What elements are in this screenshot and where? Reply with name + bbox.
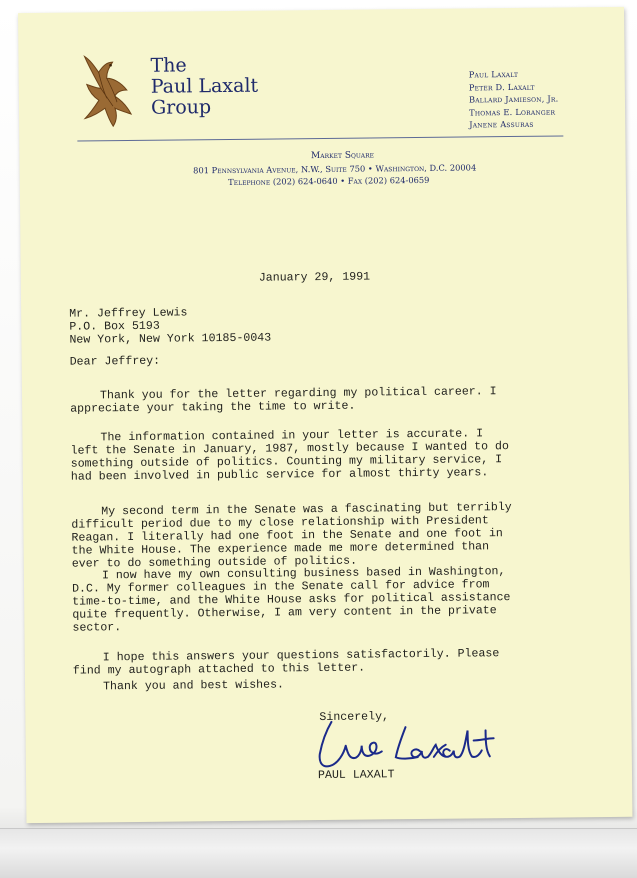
paragraph-line: quite frequently. Otherwise, I am very content in the private	[72, 603, 497, 622]
paragraph-line: something outside of politics. Counting my military service, I	[70, 452, 503, 471]
plastic-sleeve-edge	[0, 828, 637, 878]
paragraph-line: time-to-time, and the White House asks for political assistance	[72, 590, 511, 609]
paragraph	[70, 385, 580, 416]
paragraph	[70, 427, 581, 484]
recipient-line: Mr. Jeffrey Lewis	[69, 306, 188, 321]
paragraph-line: The information contained in your letter is accurate. I	[100, 427, 484, 445]
paragraph-line: My second term in the Senate was a fascinating but terribly	[101, 501, 512, 519]
address-line: Telephone (202) 624-0640 • Fax (202) 624-0659	[228, 175, 430, 188]
letter-page	[18, 7, 632, 823]
company-address	[19, 147, 625, 191]
paragraph-line: difficult period due to my close relationship with President	[71, 514, 489, 532]
paragraph-line: had been involved in public service for almost thirty years.	[70, 465, 489, 484]
company-name-line: Group	[150, 96, 212, 119]
header-divider	[77, 135, 563, 141]
paragraph	[71, 501, 582, 571]
letter-date: January 29, 1991	[258, 270, 371, 285]
paragraph-line: I now have my own consulting business based in Washington,	[101, 565, 506, 583]
letter-body	[69, 269, 579, 783]
address-line: 801 Pennsylvania Avenue, N.W., Suite 750 • Washington, D.C. 20004	[193, 161, 477, 175]
paragraph-line: find my autograph attached to this letter.	[72, 661, 366, 678]
partner-name: Janene Assuras	[469, 118, 534, 130]
recipient-line: P.O. Box 5193	[69, 319, 160, 334]
paragraph-line: ever to do something outside of politics.	[71, 554, 358, 571]
handwritten-signature	[309, 716, 520, 776]
partner-name: Thomas E. Loranger	[469, 106, 556, 117]
company-name-line: Paul Laxalt	[150, 74, 259, 98]
paragraph-line: I hope this answers your questions satisfactorily. Please	[102, 647, 500, 665]
valediction: Sincerely,	[319, 710, 390, 725]
paragraph-line: appreciate your taking the time to write.	[70, 399, 356, 416]
paragraph-line: the White House. The experience made me more determined than	[71, 539, 490, 558]
paragraph	[72, 565, 583, 635]
paragraph-line: left the Senate in January, 1987, mostly because I wanted to do	[70, 439, 509, 458]
recipient-line: New York, New York 10185-0043	[69, 331, 272, 347]
partner-name: Paul Laxalt	[468, 68, 519, 80]
paragraph-line: sector.	[72, 620, 122, 635]
paragraph-line: Reagan. I literally had one foot in the Senate and one foot in	[71, 526, 503, 545]
eagle-icon	[76, 50, 139, 131]
partner-name: Peter D. Laxalt	[468, 81, 535, 92]
partner-list	[469, 68, 559, 131]
partner-name: Ballard Jamieson, Jr.	[468, 93, 559, 105]
company-name-line: The	[150, 54, 187, 77]
paragraph-line: Thank you for the letter regarding my political career. I	[99, 385, 497, 403]
signer-name: PAUL LAXALT	[317, 768, 395, 783]
recipient-address	[69, 307, 271, 348]
address-line: Market Square	[310, 150, 375, 162]
paragraph-line: D.C. My former colleagues in the Senate call for advice from	[71, 578, 490, 596]
salutation: Dear Jeffrey:	[69, 354, 161, 369]
closing-line: Thank you and best wishes.	[103, 678, 285, 694]
company-name	[150, 55, 258, 119]
paragraph	[73, 647, 583, 678]
